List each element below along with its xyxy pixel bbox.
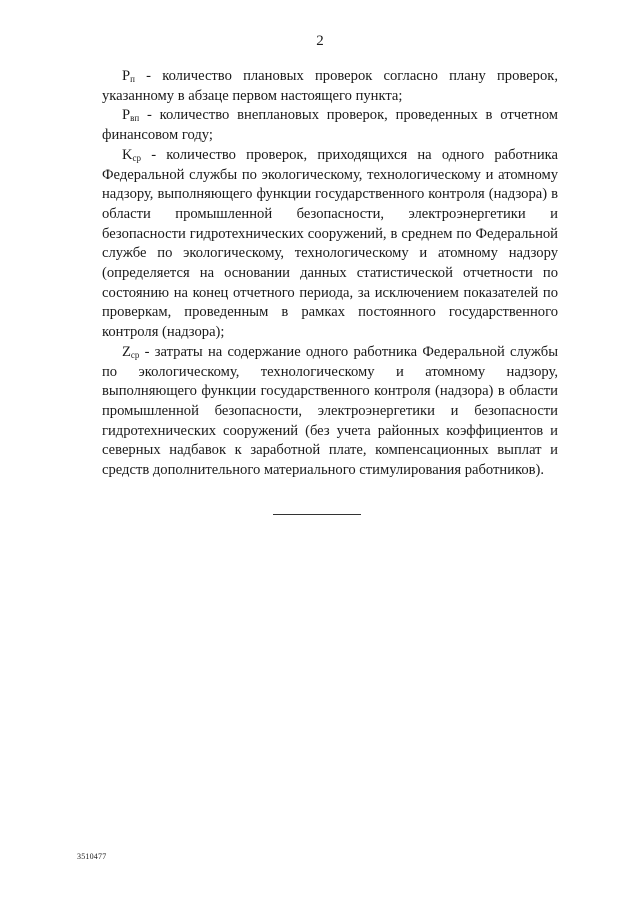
formula-symbol: Z [122,343,131,360]
paragraph-text: - количество плановых проверок согласно плану проверок, указанному в абзаце первом настоящего пункта; [102,68,558,104]
formula-subscript: п [130,74,135,84]
paragraph-planned-inspections [102,67,558,106]
document-code: 3510477 [77,852,107,861]
end-separator-line [273,514,361,515]
paragraph-text: - количество проверок, приходящихся на одного работника Федеральной службы по экологическому, технологическому и атомному надзору, выполняющего функции государственного контроля (надзора) в области промышленной безопасности, электроэнергетики и безопасности гидротехнических сооружений, в среднем по Федеральной службе по экологическому, технологическому и атомному надзору (определяется на основании данных статистической отчетности по состоянию на конец отчетного периода, за исключением показателей по проверкам, проведенным в рамках постоянного государственного контроля (надзора); [102,146,558,341]
formula-symbol: K [122,146,133,163]
page-number: 2 [316,33,324,49]
paragraph-text: - затраты на содержание одного работника Федеральной службы по экологическому, технологическому и атомному надзору, выполняющего функции государственного контроля (надзора) в области промышленной безопасности, электроэнергетики и безопасности гидротехнических сооружений (без учета районных коэффициентов и северных надбавок к заработной плате, компенсационных выплат и средств дополнительного материального стимулирования работников). [102,343,558,479]
paragraph-employee-costs [102,343,558,481]
paragraph-unplanned-inspections [102,106,558,145]
document-body [102,67,558,481]
paragraph-text: - количество внеплановых проверок, проведенных в отчетном финансовом году; [102,107,558,144]
formula-symbol: P [122,107,131,124]
formula-symbol: P [122,68,131,84]
paragraph-inspections-per-employee [102,146,558,343]
formula-subscript: ср [132,152,142,163]
formula-subscript: ср [130,349,140,360]
formula-subscript: вп [130,113,140,124]
